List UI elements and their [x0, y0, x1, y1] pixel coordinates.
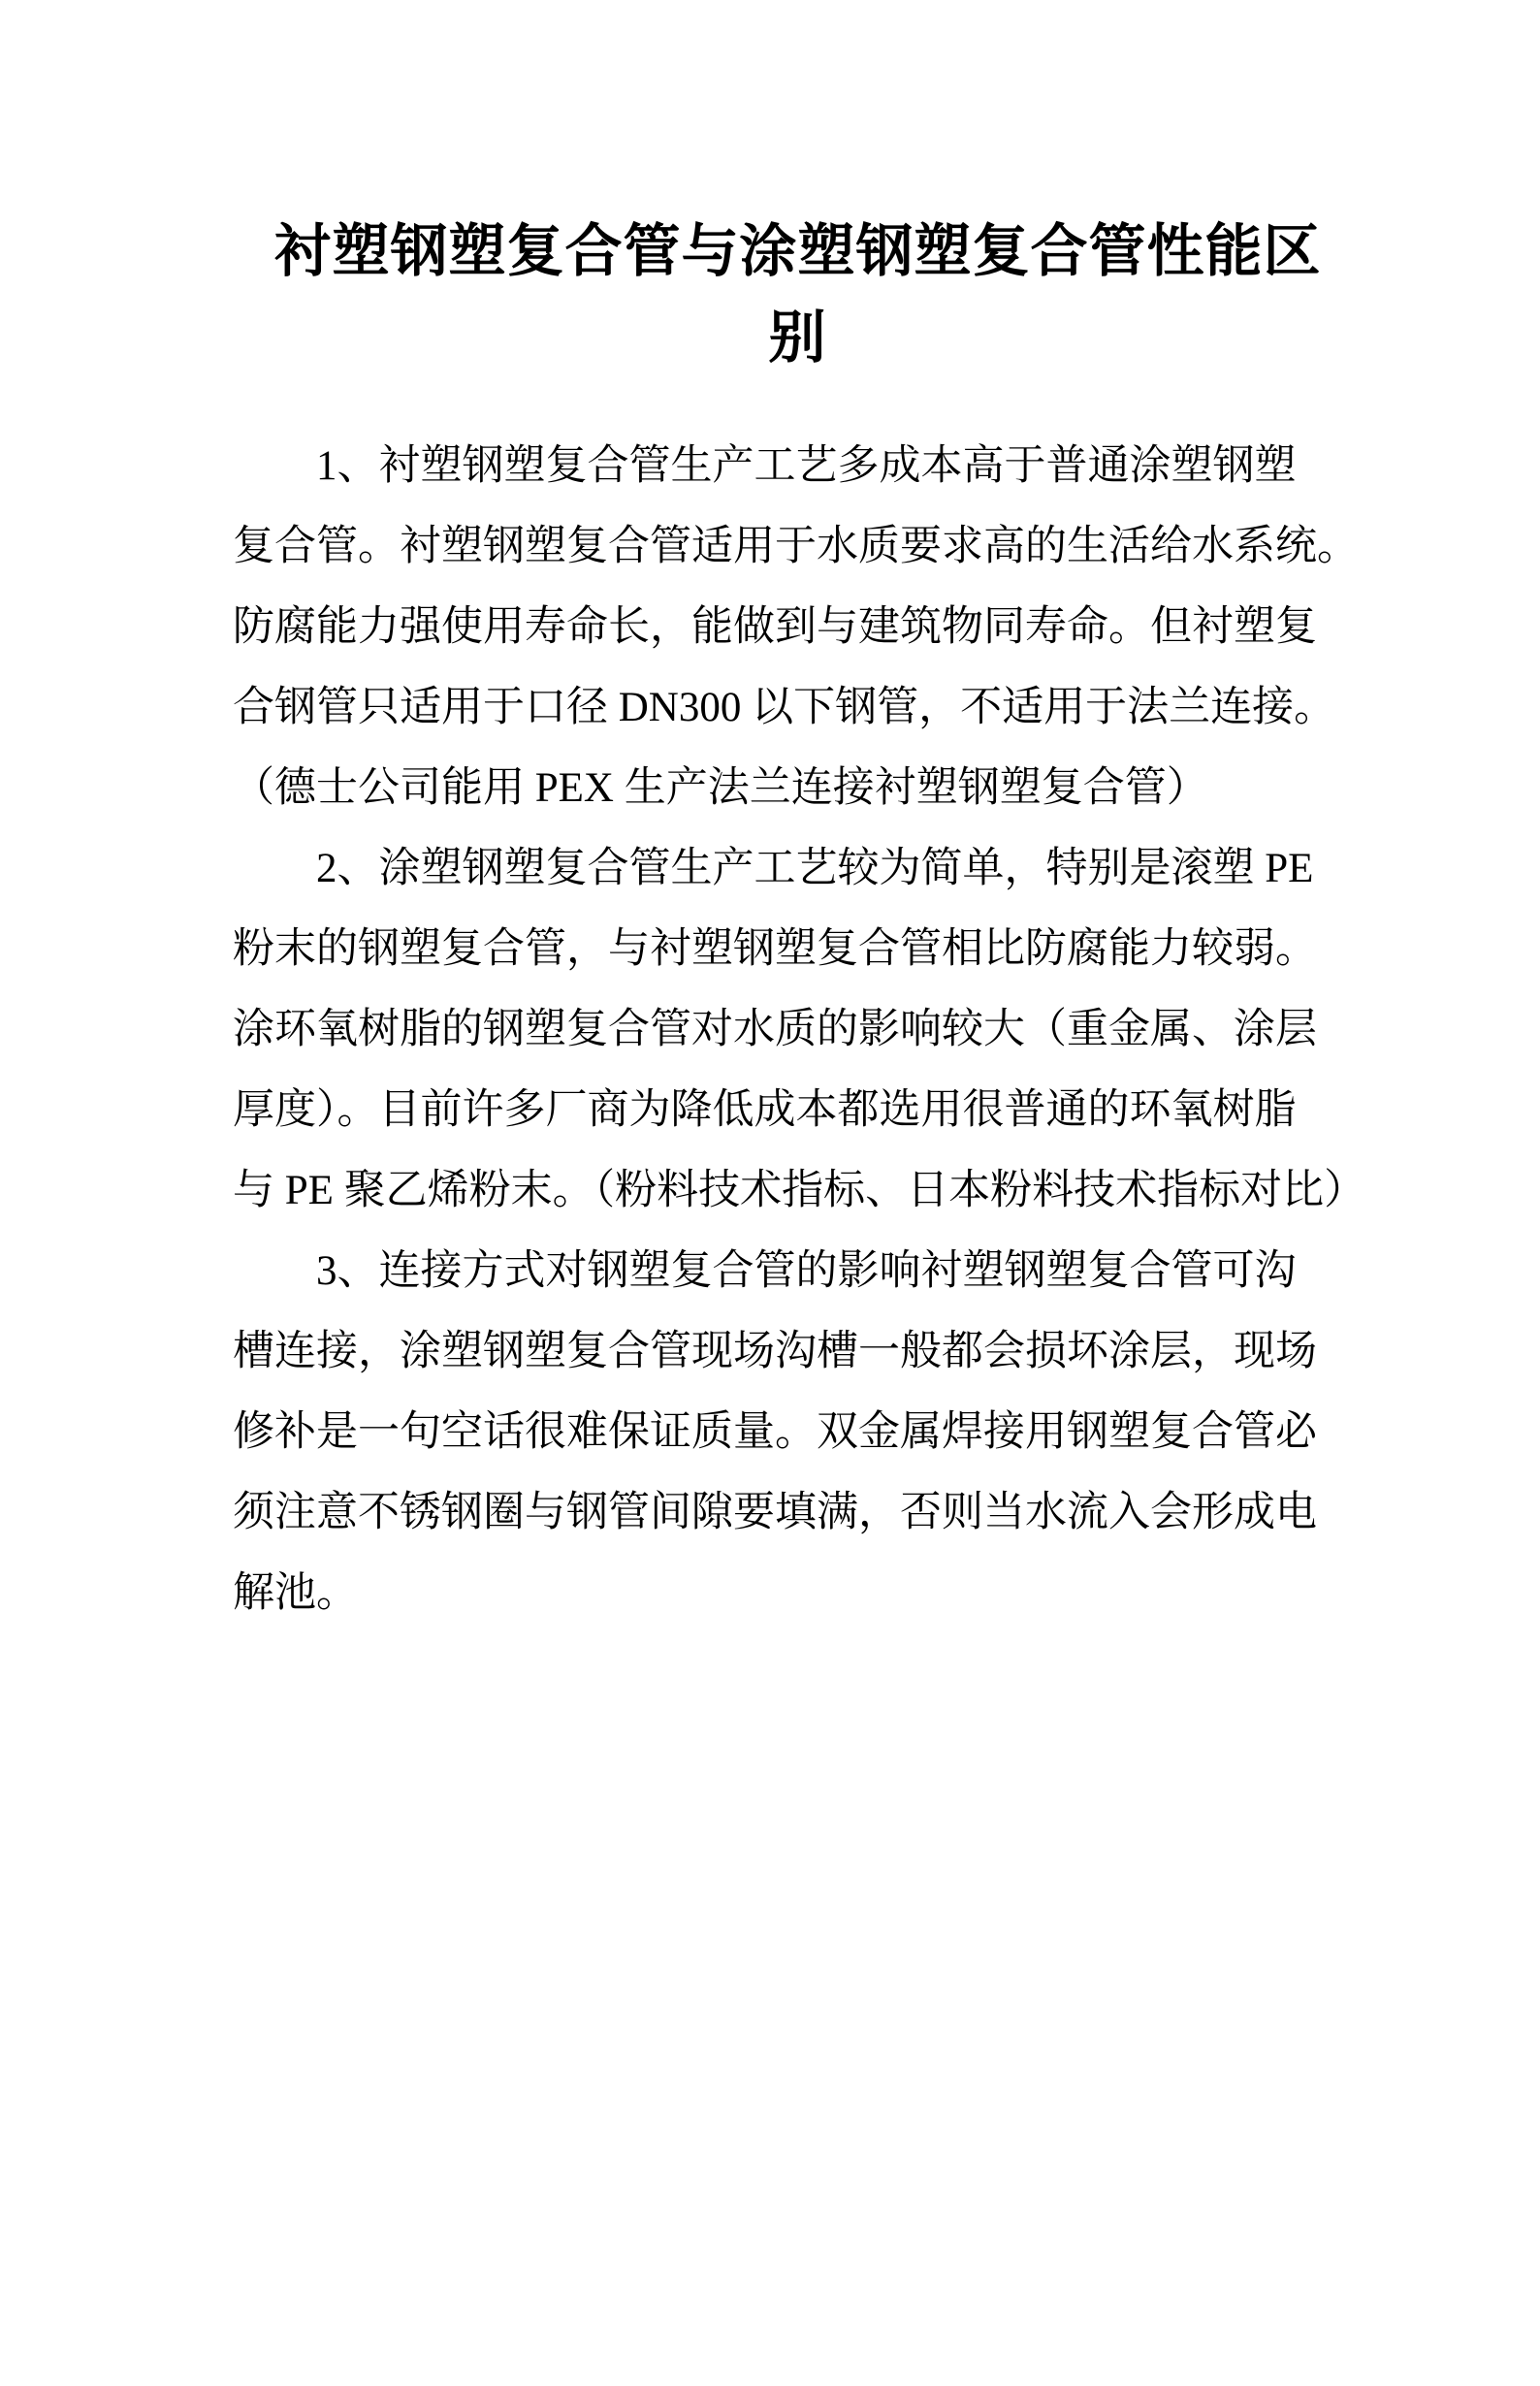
document-title	[233, 209, 1363, 381]
text-line: 2、涂塑钢塑复合管生产工艺较为简单，特别是滚塑 PE	[316, 846, 1314, 891]
paragraph-2	[233, 828, 1366, 1231]
text-line: 槽连接，涂塑钢塑复合管现场沟槽一般都会损坏涂层，现场	[233, 1329, 1317, 1374]
text-line: 与 PE 聚乙烯粉末。（粉料技术指标、日本粉料技术指标对比）	[233, 1168, 1366, 1213]
document-body	[233, 426, 1366, 1633]
text-line: （德士公司能用 PEX 生产法兰连接衬塑钢塑复合管）	[233, 765, 1208, 811]
text-line: 解池。	[233, 1570, 358, 1616]
text-line: 复合管。衬塑钢塑复合管适用于水质要求高的生活给水系统。	[233, 524, 1359, 569]
text-line: 合钢管只适用于口径 DN300 以下钢管，不适用于法兰连接。	[233, 685, 1336, 730]
text-line: 粉末的钢塑复合管，与衬塑钢塑复合管相比防腐能力较弱。	[233, 926, 1317, 972]
title-line-2: 别	[768, 306, 827, 370]
text-line: 厚度）。目前许多厂商为降低成本都选用很普通的环氧树脂	[233, 1087, 1297, 1133]
paragraph-1	[233, 426, 1363, 828]
text-line: 防腐能力强使用寿命长，能做到与建筑物同寿命。但衬塑复	[233, 604, 1317, 650]
text-line: 涂环氧树脂的钢塑复合管对水质的影响较大（重金属、涂层	[233, 1007, 1317, 1052]
text-line: 1、衬塑钢塑复合管生产工艺多成本高于普通涂塑钢塑	[316, 443, 1297, 489]
text-line: 须注意不锈钢圈与钢管间隙要填满，否则当水流入会形成电	[233, 1490, 1317, 1535]
document-page	[0, 209, 1540, 2386]
title-line-1: 衬塑钢塑复合管与涂塑钢塑复合管性能区	[273, 219, 1322, 283]
text-line: 3、连接方式对钢塑复合管的影响衬塑钢塑复合管可沟	[316, 1248, 1297, 1294]
text-line: 修补是一句空话很难保证质量。双金属焊接用钢塑复合管必	[233, 1409, 1317, 1455]
paragraph-3	[233, 1231, 1363, 1633]
